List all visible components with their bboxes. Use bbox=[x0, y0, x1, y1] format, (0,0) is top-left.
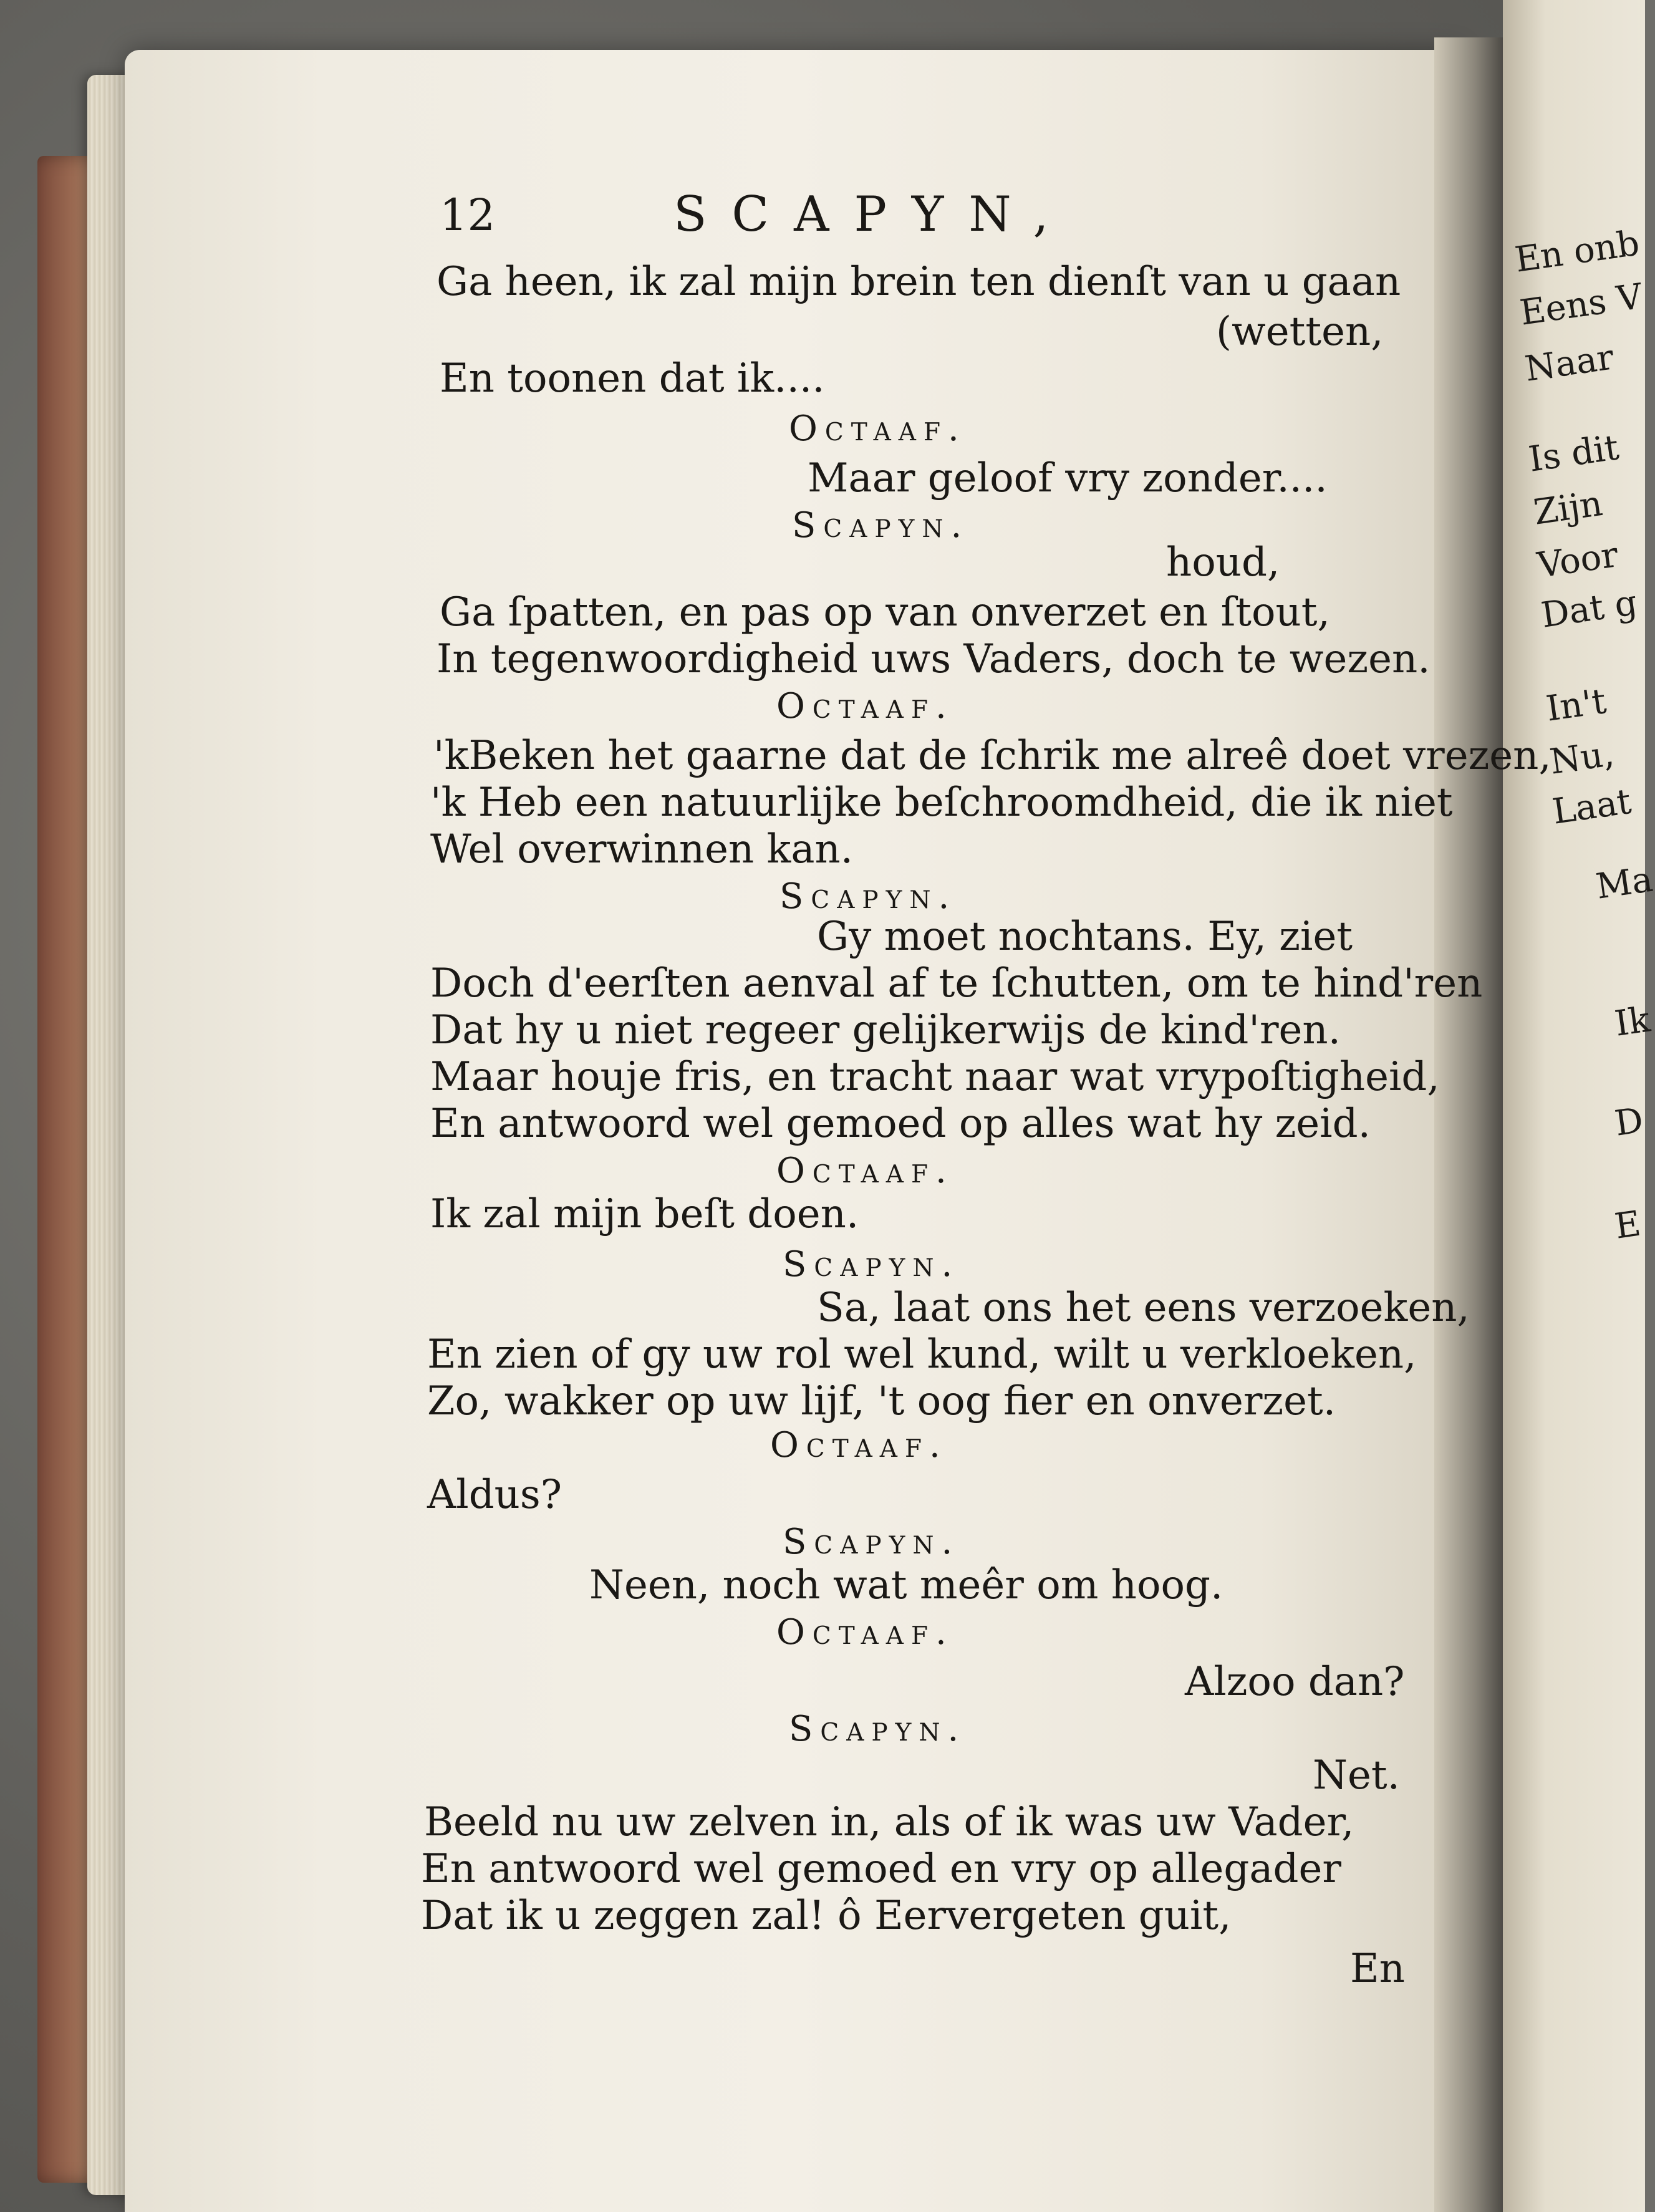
speaker-heading: Scapyn. bbox=[783, 1244, 960, 1285]
verse-line: Doch d'eerſten aenval af te ſchutten, om te hind'ren bbox=[430, 960, 1483, 1007]
facing-page-fragment: Ik bbox=[1612, 999, 1653, 1045]
speaker-heading: Scapyn. bbox=[783, 1522, 960, 1562]
speaker-heading: Octaaf. bbox=[776, 1612, 954, 1653]
facing-page-fragment: D bbox=[1612, 1100, 1646, 1144]
facing-page bbox=[1503, 0, 1655, 2212]
facing-page-fragment: In't bbox=[1543, 680, 1609, 730]
verse-line: Gy moet nochtans. Ey, ziet bbox=[817, 914, 1353, 960]
verse-line: Maar houje fris, en tracht naar wat vrypoſtigheid, bbox=[430, 1054, 1440, 1100]
verse-line: Aldus? bbox=[427, 1472, 562, 1518]
verse-line: Ga heen, ik zal mijn brein ten dienſt van u gaan bbox=[437, 259, 1401, 305]
book-gutter bbox=[1434, 37, 1509, 2212]
speaker-heading: Octaaf. bbox=[770, 1425, 948, 1466]
running-title: SCAPYN, bbox=[673, 186, 1074, 243]
verse-line: 'k Heb een natuurlijke beſchroomdheid, die ik niet bbox=[430, 780, 1453, 826]
speaker-heading: Scapyn. bbox=[779, 876, 957, 917]
speaker-heading: Scapyn. bbox=[792, 505, 970, 546]
verse-line: En antwoord wel gemoed op alles wat hy zeid. bbox=[430, 1101, 1371, 1147]
verse-line: En zien of gy uw rol wel kund, wilt u verkloeken, bbox=[427, 1331, 1417, 1378]
facing-page-fragment: Zijn bbox=[1531, 483, 1605, 533]
catchword: En bbox=[1350, 1946, 1405, 1992]
verse-line: En toonen dat ik.... bbox=[440, 355, 825, 402]
verse-line: Dat ik u zeggen zal! ô Eervergeten guit, bbox=[421, 1893, 1232, 1939]
facing-page-fragment: Ma bbox=[1593, 859, 1655, 907]
verse-line-turnover: (wetten, bbox=[1216, 309, 1384, 355]
speaker-heading: Scapyn. bbox=[789, 1709, 967, 1749]
verse-line: Ik zal mijn beſt doen. bbox=[430, 1191, 859, 1237]
verse-line: Net. bbox=[1313, 1752, 1400, 1799]
verse-line: Ga ſpatten, en pas op van onverzet en ſtout, bbox=[440, 589, 1330, 635]
facing-page-fragment: Dat g bbox=[1538, 582, 1640, 636]
verse-line: Zo, wakker op uw lijf, 't oog fier en onverzet. bbox=[427, 1378, 1336, 1424]
verse-line: En antwoord wel gemoed en vry op allegader bbox=[421, 1846, 1341, 1892]
speaker-heading: Octaaf. bbox=[776, 1151, 954, 1191]
facing-page-fragment: Voor bbox=[1535, 534, 1621, 586]
page-number: 12 bbox=[440, 190, 496, 241]
speaker-heading: Octaaf. bbox=[776, 686, 954, 727]
facing-page-fragment: Eens V bbox=[1517, 276, 1645, 334]
speaker-heading: Octaaf. bbox=[789, 408, 967, 449]
verse-line: 'kBeken het gaarne dat de ſchrik me alreê doet vrezen, bbox=[433, 733, 1551, 779]
verse-line: houd, bbox=[1166, 539, 1280, 586]
verse-line: Maar geloof vry zonder.... bbox=[808, 455, 1328, 501]
verse-line: In tegenwoordigheid uws Vaders, doch te wezen. bbox=[437, 636, 1431, 682]
facing-page-fragment: En onb bbox=[1512, 223, 1642, 281]
facing-page-fragment: E bbox=[1612, 1203, 1644, 1247]
facing-page-fragment: Nu, bbox=[1547, 733, 1617, 783]
verse-line: Alzoo dan? bbox=[1185, 1659, 1405, 1705]
verse-line: Sa, laat ons het eens verzoeken, bbox=[817, 1285, 1470, 1331]
verse-line: Dat hy u niet regeer gelijkerwijs de kind'ren. bbox=[430, 1007, 1341, 1053]
verse-line: Wel overwinnen kan. bbox=[430, 826, 854, 872]
facing-page-fragment: Laat bbox=[1550, 781, 1634, 833]
facing-page-fragment: Naar bbox=[1522, 337, 1616, 390]
verse-line: Neen, noch wat meêr om hoog. bbox=[589, 1562, 1223, 1608]
facing-page-fragment: Is dit bbox=[1526, 427, 1622, 480]
verse-line: Beeld nu uw zelven in, als of ik was uw Vader, bbox=[424, 1799, 1354, 1845]
